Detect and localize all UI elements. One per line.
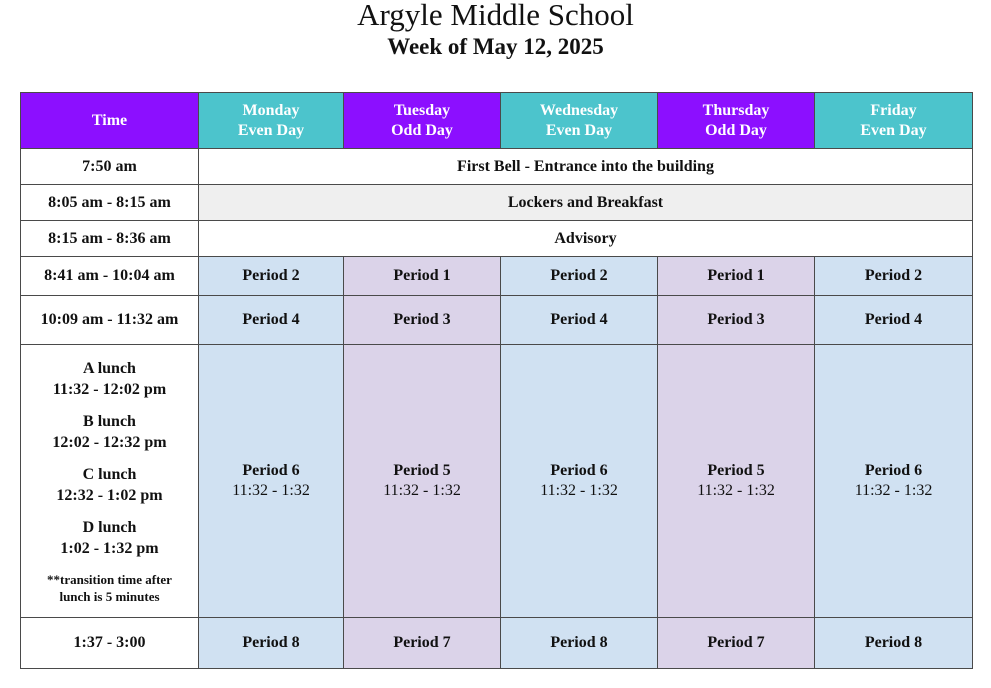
period-cell-monday: Period 2: [199, 257, 344, 296]
period-cell-tuesday: [344, 345, 501, 618]
day-name: Wednesday: [539, 101, 619, 119]
lunch-b: [21, 411, 198, 453]
period-cell-friday: Period 4: [815, 296, 973, 345]
day-type: Odd Day: [705, 121, 767, 139]
period-cell-monday: [199, 345, 344, 618]
day-name: Tuesday: [393, 101, 451, 119]
period-time: 11:32 - 1:32: [854, 482, 933, 499]
school-title: Argyle Middle School: [357, 0, 634, 32]
period-cell-wednesday: [501, 345, 658, 618]
lockers-row: [21, 185, 973, 221]
time-cell: 7:50 am: [21, 149, 199, 185]
lunch-times-cell: [21, 345, 199, 618]
period-cell-thursday: Period 3: [658, 296, 815, 345]
header-row: [21, 93, 973, 149]
lockers-breakfast-cell: Lockers and Breakfast: [199, 185, 973, 221]
day-type: Odd Day: [391, 121, 453, 139]
period-cell-monday: Period 8: [199, 618, 344, 669]
day-name: Thursday: [702, 101, 770, 119]
period-name: Period 5: [707, 462, 765, 479]
time-cell: 8:15 am - 8:36 am: [21, 221, 199, 257]
lunch-time: 1:02 - 1:32 pm: [60, 539, 159, 557]
period-time: 11:32 - 1:32: [383, 482, 461, 499]
block-2-row: [21, 296, 973, 345]
lunch-name: B lunch: [83, 412, 136, 430]
period-cell-wednesday: Period 4: [501, 296, 658, 345]
week-subtitle: Week of May 12, 2025: [387, 34, 604, 59]
transition-note-line: lunch is 5 minutes: [59, 588, 160, 604]
day-header-wednesday: [501, 93, 658, 149]
time-column-header: Time: [21, 93, 199, 149]
day-type: Even Day: [545, 121, 613, 139]
day-header-tuesday: [344, 93, 501, 149]
period-cell-wednesday: Period 2: [501, 257, 658, 296]
advisory-cell: Advisory: [199, 221, 973, 257]
time-cell: 8:41 am - 10:04 am: [21, 257, 199, 296]
block-4-row: [21, 618, 973, 669]
time-cell: 1:37 - 3:00: [21, 618, 199, 669]
bell-schedule-table: [20, 92, 973, 669]
period-cell-tuesday: Period 3: [344, 296, 501, 345]
day-header-thursday: [658, 93, 815, 149]
period-time: 11:32 - 1:32: [232, 482, 310, 499]
lunch-a: [21, 358, 198, 400]
block-1-row: [21, 257, 973, 296]
period-time: 11:32 - 1:32: [697, 482, 775, 499]
day-name: Monday: [242, 101, 300, 119]
lunch-c: [21, 464, 198, 506]
period-cell-tuesday: Period 7: [344, 618, 501, 669]
period-cell-monday: Period 4: [199, 296, 344, 345]
time-cell: 10:09 am - 11:32 am: [21, 296, 199, 345]
lunch-name: C lunch: [82, 465, 137, 483]
lunch-d: [21, 517, 198, 559]
period-name: Period 6: [242, 462, 300, 479]
time-cell: 8:05 am - 8:15 am: [21, 185, 199, 221]
period-cell-friday: [815, 345, 973, 618]
day-header-monday: [199, 93, 344, 149]
period-cell-thursday: [658, 345, 815, 618]
period-cell-friday: Period 2: [815, 257, 973, 296]
day-type: Even Day: [237, 121, 305, 139]
advisory-row: [21, 221, 973, 257]
day-type: Even Day: [860, 121, 927, 139]
transition-note-line: **transition time after: [47, 571, 172, 587]
first-bell-row: [21, 149, 973, 185]
period-name: Period 5: [393, 462, 451, 479]
period-cell-wednesday: Period 8: [501, 618, 658, 669]
period-cell-friday: Period 8: [815, 618, 973, 669]
day-name: Friday: [870, 101, 917, 119]
period-time: 11:32 - 1:32: [540, 482, 618, 499]
first-bell-cell: First Bell - Entrance into the building: [199, 149, 973, 185]
lunch-time: 12:32 - 1:02 pm: [56, 486, 163, 504]
lunch-time: 12:02 - 12:32 pm: [52, 433, 167, 451]
period-name: Period 6: [864, 462, 923, 479]
period-cell-tuesday: Period 1: [344, 257, 501, 296]
period-cell-thursday: Period 1: [658, 257, 815, 296]
day-header-friday: [815, 93, 973, 149]
lunch-block-row: [21, 345, 973, 618]
transition-note: [21, 571, 198, 605]
period-cell-thursday: Period 7: [658, 618, 815, 669]
lunch-name: A lunch: [83, 359, 136, 377]
lunch-time: 11:32 - 12:02 pm: [52, 380, 167, 398]
lunch-name: D lunch: [82, 518, 137, 536]
period-name: Period 6: [550, 462, 608, 479]
